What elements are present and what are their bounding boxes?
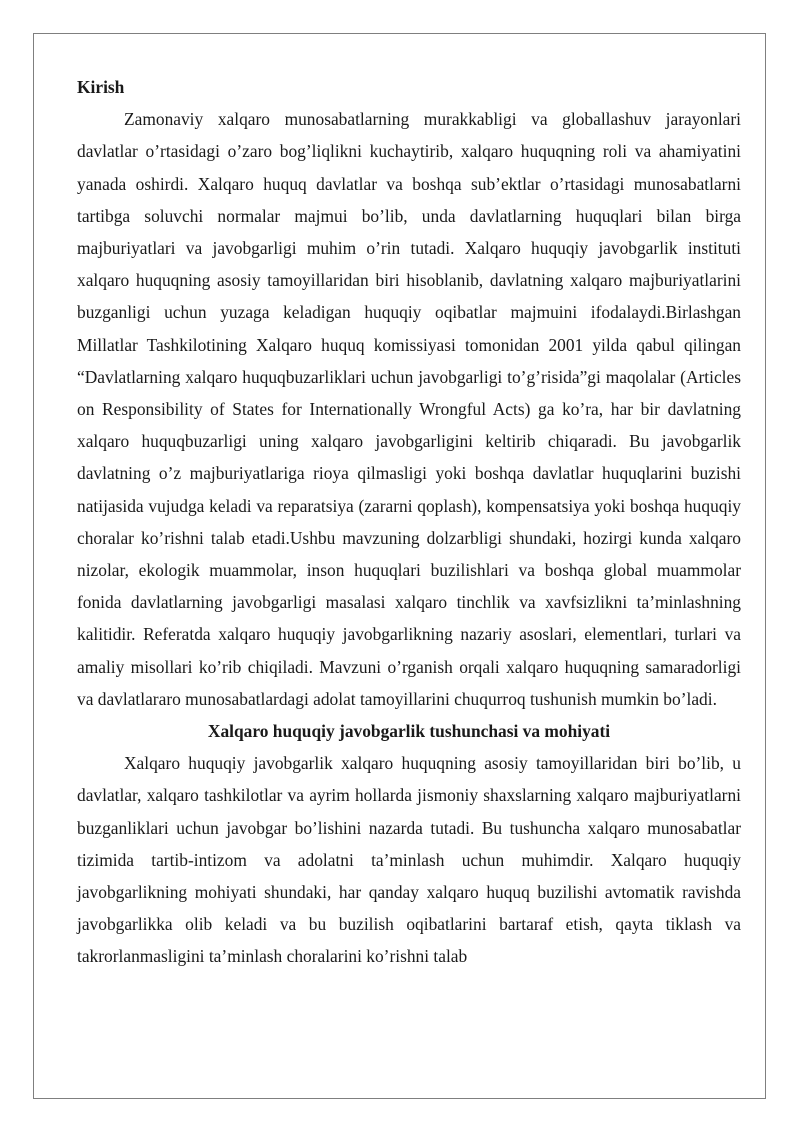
intro-paragraph: Zamonaviy xalqaro munosabatlarning murakkabligi va globallashuv jarayonlari davlatlar o’rtasidagi o’zaro bog’liqlikni kuchaytirib, xalqaro huquqning roli va ahamiyatini yanada oshirdi. Xalqaro huquq davlatlar va boshqa sub’ektlar o’rtasidagi munosabatlarni tartibga soluvchi normalar majmui bo’lib, unda davlatlarning huquqlari bilan birga majburiyatlari va javobgarligi muhim o’rin tutadi. Xalqaro huquqiy javobgarlik instituti xalqaro huquqning asosiy tamoyillaridan biri hisoblanib, davlatning xalqaro majburiyatlarini buzganligi uchun yuzaga keladigan huquqiy oqibatlar majmuini ifodalaydi.Birlashgan Millatlar Tashkilotining Xalqaro huquq komissiyasi tomonidan 2001 yilda qabul qilingan “Davlatlarning xalqaro huquqbuzarliklari uchun javobgarligi to’g’risida”gi maqolalar (Articles on Responsibility of States for Internationally Wrongful Acts) ga ko’ra, har bir davlatning xalqaro huquqbuzarligi uning xalqaro javobgarligini keltirib chiqaradi. Bu javobgarlik davlatning o’z majburiyatlariga rioya qilmasligi yoki boshqa davlatlar huquqlarini buzishi natijasida vujudga keladi va reparatsiya (zararni qoplash), kompensatsiya yoki boshqa huquqiy choralar ko’rishni talab etadi.Ushbu mavzuning dolzarbligi shundaki, hozirgi kunda xalqaro nizolar, ekologik muammolar, inson huquqlari buzilishlari va boshqa global muammolar fonida davlatlarning javobgarligi masalasi xalqaro tinchlik va xavfsizlikni ta’minlashning kalitidir. Referatda xalqaro huquqiy javobgarlikning nazariy asoslari, elementlari, turlari va amaliy misollari ko’rib chiqiladi. Mavzuni o’rganish orqali xalqaro huquqning samaradorligi va davlatlararo munosabatlardagi adolat tamoyillarini chuqurroq tushunish mumkin bo’ladi. xyxy=(77,109,741,709)
document-body xyxy=(77,71,741,973)
section-paragraph: Xalqaro huquqiy javobgarlik xalqaro huquqning asosiy tamoyillaridan biri bo’lib, u davlatlar, xalqaro tashkilotlar va ayrim hollarda jismoniy shaxslarning xalqaro majburiyatlarni buzganliklari uchun javobgar bo’lishini nazarda tutadi. Bu tushuncha xalqaro munosabatlar tizimida tartib-intizom va adolatni ta’minlash uchun muhimdir. Xalqaro huquqiy javobgarlikning mohiyati shundaki, har qanday xalqaro huquq buzilishi avtomatik ravishda javobgarlikka olib keladi va bu buzilish oqibatlarini bartaraf etish, qayta tiklash va takrorlanmasligini ta’minlash choralarini ko’rishni talab xyxy=(77,753,741,967)
intro-heading: Kirish xyxy=(77,77,125,97)
section-heading: Xalqaro huquqiy javobgarlik tushunchasi va mohiyati xyxy=(207,721,611,742)
